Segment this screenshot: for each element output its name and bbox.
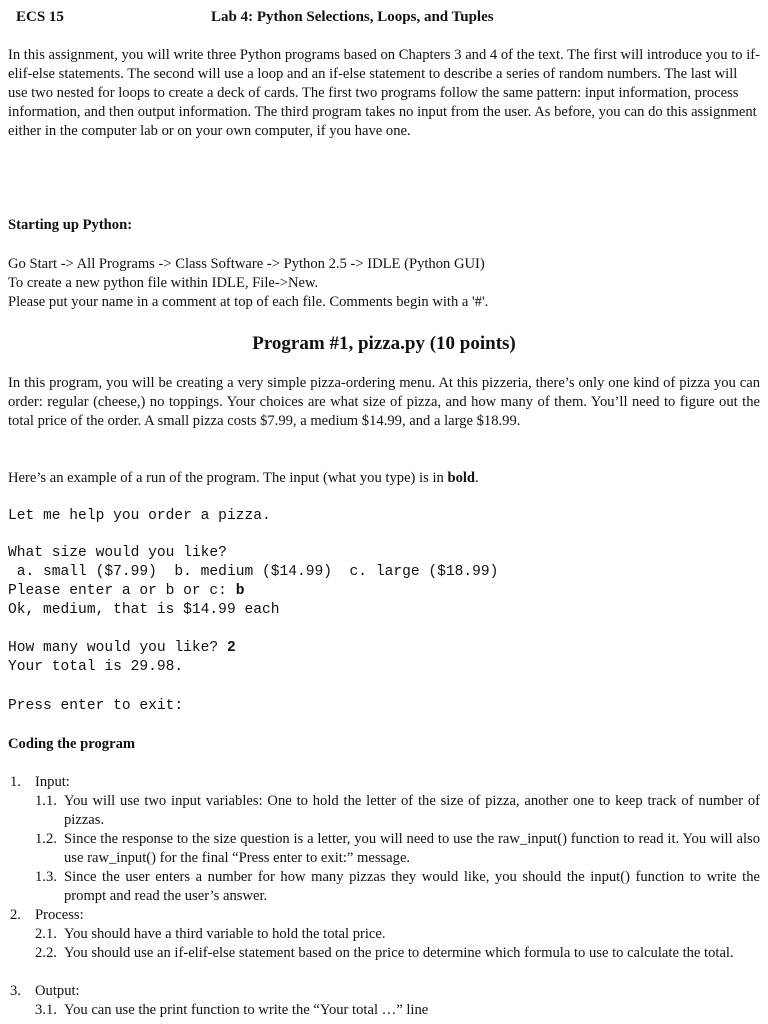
program-description-text: In this program, you will be creating a very simple pizza-ordering menu. At this pizzeria, there’s only one kind of pizza you can order: regular (cheese,) no toppings. Your choices are what size of pizza, and how many of them. You’ll need to figure out the total price of the order. A small pizza costs $7.99, a medium $14.99, and a large $18.99.: [8, 375, 760, 429]
substep-number: 1.2.: [35, 831, 57, 847]
startup-section: [8, 216, 760, 235]
substep-text: You can use the print function to write the “Your total …” line: [64, 1002, 429, 1018]
run-line: [8, 639, 760, 658]
coding-heading: Coding the program: [8, 736, 136, 752]
example-intro-end: .: [475, 470, 479, 486]
substep-text: You should use an if-elif-else statement based on the price to determine which formula to use to calculate the total.: [64, 945, 734, 961]
example-run-size: [8, 544, 760, 620]
example-run-count: [8, 639, 760, 677]
step-label: Output:: [35, 983, 80, 999]
coding-section: [8, 735, 760, 754]
run-input: 2: [226, 640, 236, 656]
intro-paragraph: [8, 46, 760, 141]
run-line: [8, 582, 760, 601]
run-line: Press enter to exit:: [8, 698, 184, 714]
step-label: Process:: [35, 907, 84, 923]
intro-text: In this assignment, you will write three Python programs based on Chapters 3 and 4 of the text. The first will introduce you to if-elif-else statements. The second will use a loop and an if-else statement to describe a series of random numbers. The last will use two nested for loops to create a deck of cards. The first two programs follow the same pattern: input information, process information, and then output information. The third program takes no input from the user. As before, you can do this assignment either in the computer lab or on your own computer, if you have one.: [8, 47, 760, 139]
substep-number: 2.2.: [35, 945, 57, 961]
run-line: Ok, medium, that is $14.99 each: [8, 602, 280, 618]
run-line: What size would you like?: [8, 545, 227, 561]
step-number: 3.: [10, 983, 21, 999]
example-run-exit: [8, 697, 760, 716]
run-prompt: How many would you like?: [8, 640, 227, 656]
substep-text: Since the user enters a number for how many pizzas they would like, you should the input() function to write the prompt and read the user’s answer.: [64, 869, 760, 904]
example-intro-text: Here’s an example of a run of the program. The input (what you type) is in: [8, 470, 448, 486]
step-label: Input:: [35, 774, 70, 790]
startup-heading: Starting up Python:: [8, 217, 133, 233]
substep-number: 1.1.: [35, 793, 57, 809]
startup-line: Go Start -> All Programs -> Class Software -> Python 2.5 -> IDLE (Python GUI): [8, 256, 485, 272]
example-intro: [8, 469, 760, 488]
example-intro-bold: bold: [447, 470, 476, 486]
startup-line: To create a new python file within IDLE, File->New.: [8, 275, 319, 291]
lab-title: Lab 4: Python Selections, Loops, and Tuples: [211, 9, 494, 25]
substep-text: You should have a third variable to hold the total price.: [64, 926, 386, 942]
step-number: 2.: [10, 907, 21, 923]
substep-number: 1.3.: [35, 869, 57, 885]
substep-text: Since the response to the size question is a letter, you will need to use the raw_input() function to read it. You will also use raw_input() for the final “Press enter to exit:” message.: [64, 831, 760, 866]
run-line: a. small ($7.99) b. medium ($14.99) c. large ($18.99): [8, 564, 499, 580]
run-line: Let me help you order a pizza.: [8, 508, 271, 524]
example-run: [8, 507, 760, 526]
startup-instructions: [8, 255, 760, 312]
startup-line: Please put your name in a comment at top of each file. Comments begin with a '#'.: [8, 294, 489, 310]
course-code: ECS 15: [16, 9, 64, 25]
step-number: 1.: [10, 774, 21, 790]
substep-text: You will use two input variables: One to hold the letter of the size of pizza, another one to keep track of number of pizzas.: [64, 793, 760, 828]
run-prompt: Please enter a or b or c:: [8, 583, 236, 599]
program-title: Program #1, pizza.py (10 points): [252, 333, 516, 354]
program-description: [8, 374, 760, 431]
substep-number: 3.1.: [35, 1002, 57, 1018]
run-line: Your total is 29.98.: [8, 659, 184, 675]
run-input: b: [235, 583, 245, 599]
substep-number: 2.1.: [35, 926, 57, 942]
